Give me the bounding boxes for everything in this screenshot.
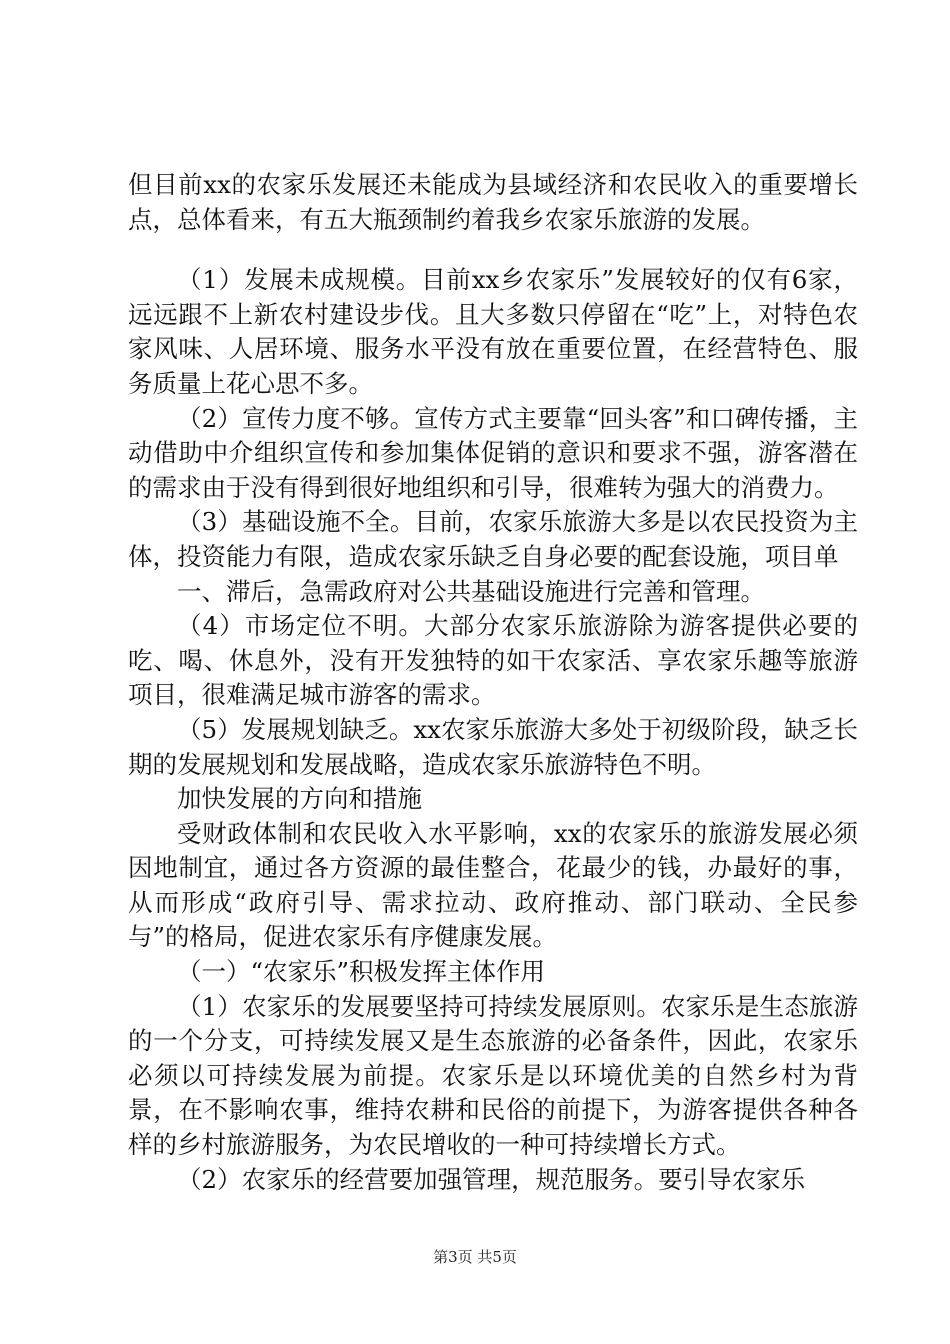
paragraph-point-3: （3）基础设施不全。目前，农家乐旅游大多是以农民投资为主体，投资能力有限，造成农家乐缺乏自身必要的配套设施，项目单: [128, 507, 858, 571]
paragraph-measure-2: （2）农家乐的经营要加强管理，规范服务。要引导农家乐: [177, 1164, 806, 1194]
paragraph-point-1: （1）发展未成规模。目前xx乡农家乐”发展较好的仅有6家，远远跟不上新农村建设步伐。且大多数只停留在“吃”上，对特色农家风味、人居环境、服务水平没有放在重要位置，在经营特色、服务质量上花心思不多。: [128, 265, 858, 398]
section-heading: 加快发展的方向和措施: [177, 784, 422, 814]
paragraph-point-4: （4）市场定位不明。大部分农家乐旅游除为游客提供必要的吃、喝、休息外，没有开发独特的如干农家活、享农家乐趣等旅游项目，很难满足城市游客的需求。: [128, 611, 858, 710]
subsection-heading: （一）“农家乐”积极发挥主体作用: [177, 957, 546, 987]
paragraph-measures-intro: 受财政体制和农民收入水平影响，xx的农家乐的旅游发展必须因地制宜，通过各方资源的最佳整合，花最少的钱，办最好的事，从而形成“政府引导、需求拉动、政府推动、部门联动、全民参与”的格局，促进农家乐有序健康发展。: [128, 818, 858, 952]
paragraph-measure-1: （1）农家乐的发展要坚持可持续发展原则。农家乐是生态旅游的一个分支，可持续发展又是生态旅游的必备条件，因此，农家乐必须以可持续发展为前提。农家乐是以环境优美的自然乡村为背景，在不影响农事，维持农耕和民俗的前提下，为游客提供各种各样的乡村旅游服务，为农民增收的一种可持续增长方式。: [128, 991, 858, 1160]
paragraph-point-5: （5）发展规划缺乏。xx农家乐旅游大多处于初级阶段，缺乏长期的发展规划和发展战略，造成农家乐旅游特色不明。: [128, 714, 858, 779]
paragraph-point-2: （2）宣传力度不够。宣传方式主要靠“回头客”和口碑传播，主动借助中介组织宣传和参加集体促销的意识和要求不强，游客潜在的需求由于没有得到很好地组织和引导，很难转为强大的消费力。: [128, 403, 858, 502]
page-number-footer: 第3页 共5页: [433, 1248, 517, 1266]
document-body: [128, 168, 858, 1197]
paragraph-point-3-continued: 一、滞后，急需政府对公共基础设施进行完善和管理。: [177, 576, 765, 606]
paragraph-intro: 但目前xx的农家乐发展还未能成为县域经济和农民收入的重要增长点，总体看来，有五大瓶颈制约着我乡农家乐旅游的发展。: [128, 170, 858, 234]
